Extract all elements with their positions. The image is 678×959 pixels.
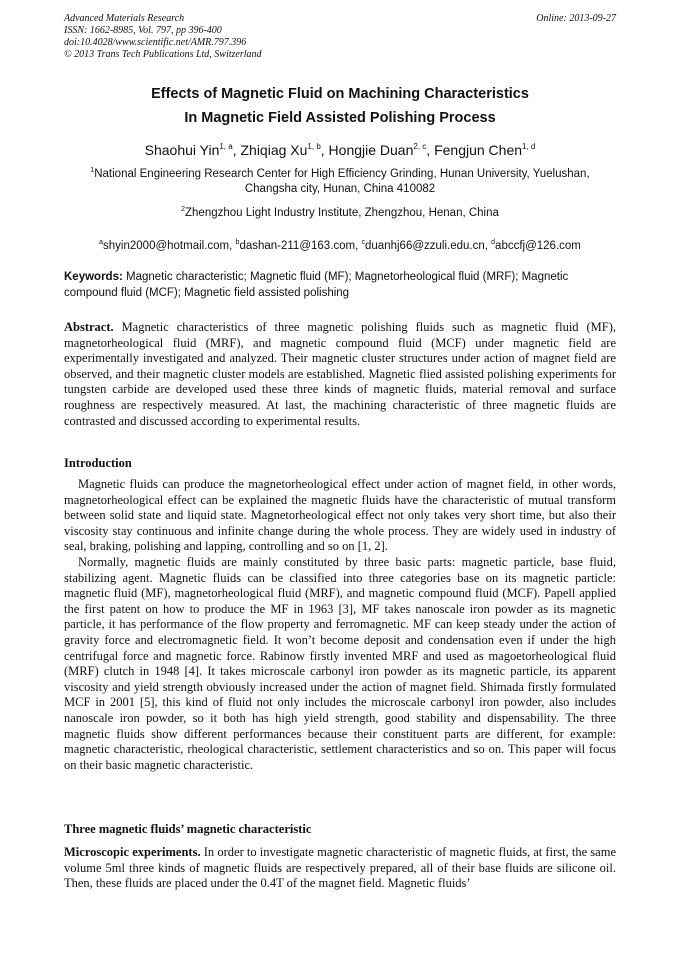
title-line-2: In Magnetic Field Assisted Polishing Process — [184, 110, 496, 126]
abstract — [64, 320, 616, 429]
intro-paragraph-2: Normally, magnetic fluids are mainly constituted by three basic parts: magnetic particle, base fluid, stabilizing agent. Magnetic fluids can be classified into three categories base on its magnetic particle: magnetic fluid (MF), magnetorheological fluid (MRF), and magnetic compound fluid (MCF). Papell applied the first patent on how to produce the MF in 1963 [3], MF takes nanoscale iron powder as its magnetic particle, it has performance of the flow property and ferromagnetic. MF can keep steady under the action of gravity force and electromagnetic field. It won’t become deposit and condensation even if under the high centrifugal force and magnetic force. Rabinow firstly invented MRF and used as magoetorheological fluid (MRF) clutch in 1948 [4]. It takes microscale carbonyl iron powder as its magnetic particle, its apparent viscosity and yield strength obviously increased under the action of magnet field. Shimada firstly formulated MCF in 2001 [5], this kind of fluid not only includes the microscale carbonyl iron powder, also includes nanoscale iron powder, so it both has high yield strength, good stability and dispensability. The three magnetic fluids show different performances because their constituent parts are different, for example: magnetic characteristic, rheological characteristic, settlement characteristics and so on. This paper will focus on their basic magnetic characteristic. — [64, 554, 616, 772]
author: Shaohui Yin$^{1, a}$, — [144, 142, 241, 158]
keywords-label: Keywords: — [64, 271, 123, 283]
abstract-label: Abstract. — [64, 320, 114, 334]
email[interactable]: $^c$duanhj66@zzuli.edu.cn — [361, 239, 485, 252]
section-body — [64, 845, 616, 892]
issn-line: ISSN: 1662-8985, Vol. 797, pp 396-400 — [64, 25, 222, 36]
author: Zhiqiag Xu$^{1, b}$, — [240, 142, 329, 158]
author-list — [64, 138, 616, 159]
introduction-body — [64, 477, 616, 773]
keywords — [64, 270, 616, 301]
abstract-text: Magnetic characteristics of three magnetic polishing fluids such as magnetic fluid (MF), magnetorheological fluid (MRF), and magnetic compound fluid (MCF) under magnetic field are experimentally investigated and analyzed. Their magnetic cluster structures under action of magnet field are observed, and their magnetic cluster models are established. Magnetic flied assisted polishing experiments for tungsten carbide are developed used these three kinds of magnetic fluids, material removal and surface roughness are respectively measured. At last, the machining characteristic of three magnetic fluids are contrasted and discussed according to experimental results. — [64, 320, 616, 428]
section-heading: Three magnetic fluids’ magnetic characteristic — [64, 822, 312, 836]
journal-name: Advanced Materials Research — [64, 13, 185, 24]
copyright-line: © 2013 Trans Tech Publications Ltd, Switzerland — [64, 49, 262, 60]
email[interactable]: $^d$abccfj@126.com — [491, 239, 581, 252]
subsection-label: Microscopic experiments. — [64, 845, 201, 859]
intro-paragraph-1: Magnetic fluids can produce the magnetorheological effect under action of magnet field, in other words, magnetorheological effect can be explained the magnetic fluids have the characteristic of mutual transform between solid state and liquid state. Magnetorheological effect not only takes very short time, but also their viscosity stay continuous and infinite change during the whole process. They are widely used in industry of seal, braking, polishing and lapping, controlling and so on [1, 2]. — [64, 477, 616, 554]
email[interactable]: $^b$dashan-211@163.com — [235, 239, 356, 252]
journal-header — [64, 13, 616, 61]
affiliation-2: $^2$Zhengzhou Light Industry Institute, Zhengzhou, Henan, China — [181, 206, 499, 219]
introduction-heading: Introduction — [64, 456, 132, 470]
keywords-text: Magnetic characteristic; Magnetic fluid (MF); Magnetorheological fluid (MRF); Magnetic compound fluid (MCF); Magnetic field assisted polishing — [64, 271, 569, 299]
author: Hongjie Duan$^{2, c}$, — [328, 142, 435, 158]
author: Fengjun Chen$^{1, d}$ — [434, 142, 536, 158]
affiliation-1: $^1$National Engineering Research Center for High Efficiency Grinding, Hunan University, Yuelushan, Changsha city, Hunan, China 410082 — [90, 167, 590, 195]
online-date: Online: 2013-09-27 — [536, 13, 616, 24]
email[interactable]: $^a$shyin2000@hotmail.com — [99, 239, 230, 252]
email-list: $^a$shyin2000@hotmail.com, $^b$dashan-211@163.com, $^c$duanhj66@zzuli.edu.cn, $^d$abccfj@126.com — [99, 239, 581, 252]
title-line-1: Effects of Magnetic Fluid on Machining Characteristics — [151, 86, 529, 102]
doi-line: doi:10.4028/www.scientific.net/AMR.797.396 — [64, 37, 247, 48]
subsection-text: In order to investigate magnetic characteristic of magnetic fluids, at first, the same volume 5ml three kinds of magnetic fluids are respectively prepared, all of their base fluids are silicone oil. Then, these fluids are placed under the 0.4T of the magnet field. Magnetic fluids’ — [64, 845, 616, 891]
paper-title — [64, 82, 616, 130]
